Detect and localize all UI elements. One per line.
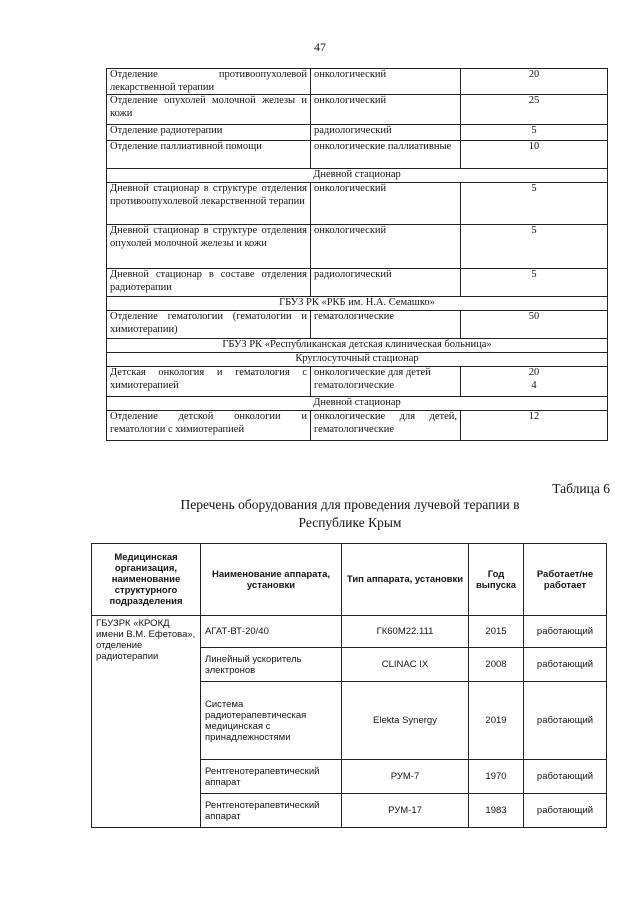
table-row [107, 95, 608, 125]
section-row [107, 339, 608, 353]
profile-cell: онкологический [311, 183, 461, 225]
table-row [107, 411, 608, 441]
table-label: Таблица 6 [552, 481, 610, 496]
department-cell: Отделение опухолей молочной железы и кожи [107, 95, 311, 125]
section-heading: Круглосуточный стационар [107, 353, 608, 367]
profile-cell: онкологические паллиативные [311, 141, 461, 169]
table-row [107, 367, 608, 397]
section-row [107, 397, 608, 411]
section-heading: Дневной стационар [107, 397, 608, 411]
table-row [107, 69, 608, 95]
profile-cell: радиологический [311, 125, 461, 141]
profile-cell: онкологический [311, 225, 461, 269]
beds-cell: 50 [461, 311, 608, 339]
table-row [107, 269, 608, 297]
profile-line: онкологические для детей [314, 367, 431, 378]
organization-cell: ГБУЗРК «КРОКД имени В.М. Ефетова», отделение радиотерапии [92, 616, 201, 828]
department-cell: Отделение паллиативной помощи [107, 141, 311, 169]
profile-cell: радиологический [311, 269, 461, 297]
type-cell: РУМ-17 [342, 794, 469, 828]
beds-cell [461, 367, 608, 397]
status-cell: работающий [524, 682, 607, 760]
department-cell: Отделение радиотерапии [107, 125, 311, 141]
column-header: Наименование аппарата, установки [201, 544, 342, 616]
department-cell: Отделение противоопухолевой лекарственной терапии [107, 69, 311, 95]
table-row [107, 225, 608, 269]
status-cell: работающий [524, 648, 607, 682]
type-cell: ГК60М22.111 [342, 616, 469, 648]
apparatus-cell: Линейный ускоритель электронов [201, 648, 342, 682]
section-heading: ГБУЗ РК «Республиканская детская клиническая больница» [107, 339, 608, 353]
year-cell: 2019 [469, 682, 524, 760]
beds-cell: 12 [461, 411, 608, 441]
column-header: Работает/не работает [524, 544, 607, 616]
apparatus-cell: АГАТ-ВТ-20/40 [201, 616, 342, 648]
profile-cell: онкологические для детей, гематологические [311, 411, 461, 441]
department-cell: Отделение детской онкологии и гематологии с химиотерапией [107, 411, 311, 441]
beds-cell: 10 [461, 141, 608, 169]
table-row [92, 616, 607, 648]
type-cell: CLINAC IX [342, 648, 469, 682]
type-cell: Elekta Synergy [342, 682, 469, 760]
apparatus-cell: Система радиотерапевтическая медицинская с принадлежностями [201, 682, 342, 760]
column-header: Тип аппарата, установки [342, 544, 469, 616]
department-cell: Детская онкология и гематология с химиотерапией [107, 367, 311, 397]
apparatus-cell: Рентгенотерапевтический аппарат [201, 760, 342, 794]
section-row [107, 169, 608, 183]
beds-table [106, 68, 608, 441]
year-cell: 1970 [469, 760, 524, 794]
section-row [107, 297, 608, 311]
column-header: Год выпуска [469, 544, 524, 616]
profile-cell [311, 367, 461, 397]
beds-cell: 5 [461, 225, 608, 269]
table-row [107, 141, 608, 169]
table-row [107, 125, 608, 141]
profile-cell: гематологические [311, 311, 461, 339]
department-cell: Дневной стационар в структуре отделения противоопухолевой лекарственной терапии [107, 183, 311, 225]
column-header: Медицинская организация, наименование структурного подразделения [92, 544, 201, 616]
beds-cell: 5 [461, 269, 608, 297]
beds-line: 4 [531, 379, 537, 391]
apparatus-cell: Рентгенотерапевтический аппарат [201, 794, 342, 828]
table-row [107, 311, 608, 339]
beds-cell: 20 [461, 69, 608, 95]
beds-line: 20 [528, 367, 540, 378]
type-cell: РУМ-7 [342, 760, 469, 794]
equipment-table [91, 543, 607, 828]
page-number: 47 [314, 40, 326, 54]
profile-line: гематологические [314, 379, 395, 391]
status-cell: работающий [524, 794, 607, 828]
section-heading: ГБУЗ РК «РКБ им. Н.А. Семашко» [107, 297, 608, 311]
year-cell: 1983 [469, 794, 524, 828]
department-cell: Отделение гематологии (гематологии и химиотерапии) [107, 311, 311, 339]
profile-cell: онкологический [311, 69, 461, 95]
beds-cell: 5 [461, 183, 608, 225]
section-heading: Дневной стационар [107, 169, 608, 183]
year-cell: 2008 [469, 648, 524, 682]
table-row [107, 183, 608, 225]
department-cell: Дневной стационар в структуре отделения опухолей молочной железы и кожи [107, 225, 311, 269]
profile-cell: онкологический [311, 95, 461, 125]
beds-cell: 25 [461, 95, 608, 125]
year-cell: 2015 [469, 616, 524, 648]
status-cell: работающий [524, 760, 607, 794]
department-cell: Дневной стационар в составе отделения радиотерапии [107, 269, 311, 297]
section-row [107, 353, 608, 367]
status-cell: работающий [524, 616, 607, 648]
beds-cell: 5 [461, 125, 608, 141]
table-title: Перечень оборудования для проведения лучевой терапии в Республике Крым [180, 497, 520, 530]
header-row [92, 544, 607, 616]
